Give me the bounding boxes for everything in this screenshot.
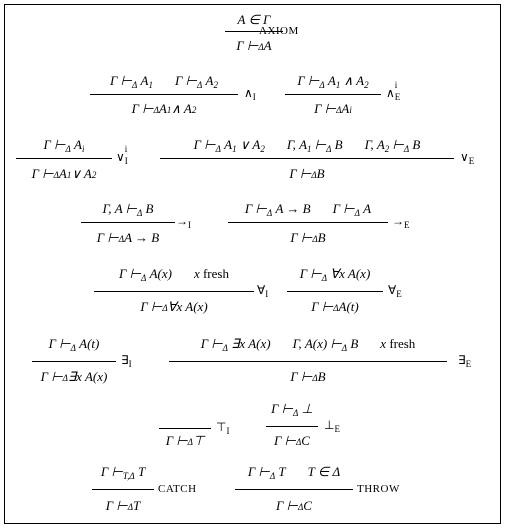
rule-label: $\wedge_I$ <box>244 86 256 102</box>
rule-conclusion: Γ ⊢ Δ ⊤ <box>165 433 205 448</box>
rule-premises <box>52 464 194 481</box>
inference-line <box>159 428 211 429</box>
premise: Γ $⊢_\Delta$ ⊥ <box>271 401 313 418</box>
rule-conclusion: Γ ⊢ Δ A <box>236 38 272 53</box>
premise: T ∈ Δ <box>307 464 341 479</box>
inference-line <box>235 489 353 490</box>
rule-premises <box>185 12 323 28</box>
rule-conclusion: Γ ⊢ Δ B <box>289 166 325 181</box>
premise: Γ $⊢_\Delta$ $A_1$ ∨ $A_2$ <box>193 137 265 154</box>
rule-label: AXIOM <box>259 25 299 37</box>
rule-label: $\to_I$ <box>176 214 191 230</box>
rule-label: $⊤_I$ <box>216 420 230 436</box>
rule-conclusion: Γ ⊢ Δ C <box>276 498 312 513</box>
rule-conclusion: Γ ⊢ Δ ∃x A(x) <box>40 369 108 384</box>
rule-conclusion: Γ ⊢ Δ B <box>290 369 326 384</box>
premise: Γ $⊢_\Delta$ $A_1$ <box>110 73 153 90</box>
inference-line <box>16 158 112 159</box>
premise: Γ $⊢_\Delta$ ∃x A(x) <box>200 336 271 353</box>
premise: Γ, A $⊢_\Delta$ B <box>102 201 154 218</box>
inference-line <box>228 222 388 223</box>
inference-line <box>160 158 454 159</box>
rule-conclusion: Γ ⊢ Δ A(t) <box>311 299 359 314</box>
rule-label: $\forall_E$ <box>388 283 402 299</box>
inference-line <box>81 222 175 223</box>
rule-label: CATCH <box>158 483 197 495</box>
inference-line <box>285 94 381 95</box>
rule-label: ∧ i $_E$ <box>386 80 401 102</box>
rule-label: THROW <box>357 483 400 495</box>
inference-line <box>92 489 154 490</box>
inference-line <box>169 361 447 362</box>
rule-premises <box>120 137 494 154</box>
rule-conclusion: Γ ⊢ Δ ∀x A(x) <box>140 299 208 314</box>
inference-line <box>266 426 318 427</box>
rule-label: $\to_E$ <box>392 214 410 230</box>
premise: Γ $⊢_\Delta$ A <box>332 201 372 218</box>
rule-premises <box>247 266 423 283</box>
inference-line <box>94 291 254 292</box>
premise: Γ $⊢_\Delta$ $A_i$ <box>43 137 85 154</box>
rule-label: ∨ i $_I$ <box>116 144 128 166</box>
rule-label: $\exists_E$ <box>458 353 472 369</box>
rule-conclusion: Γ ⊢ Δ A i <box>314 101 352 116</box>
inference-line <box>287 291 383 292</box>
premise: Γ, $A_1$ $⊢_\Delta$ B <box>286 137 343 154</box>
rule-conclusion: Γ ⊢ Δ C <box>274 433 310 448</box>
rule-conclusion: Γ ⊢ Δ A → B <box>96 230 160 245</box>
rule-label: $\perp_E$ <box>324 418 340 434</box>
rule-conclusion: Γ ⊢ Δ T <box>105 498 141 513</box>
rule-conclusion: Γ ⊢ Δ A 1 ∧ A 2 <box>131 101 197 116</box>
premise: Γ $⊢_\Delta$ A(x) <box>119 266 172 283</box>
premise: A ∈ Γ <box>237 12 271 27</box>
premise: Γ $⊢_\Delta$ T <box>247 464 286 481</box>
rule-premises <box>129 336 487 353</box>
rule-conclusion: Γ ⊢ Δ B <box>290 230 326 245</box>
rule-label: $\forall_I$ <box>257 283 269 299</box>
premise: Γ $⊢_\Delta$ $A_1$ ∧ $A_2$ <box>297 73 369 90</box>
premise: Γ $⊢_\Delta$ A → B <box>244 201 311 218</box>
premise: Γ $⊢_\Delta$ ∀x A(x) <box>299 266 371 283</box>
inference-line <box>90 94 238 95</box>
rule-premises <box>226 401 358 418</box>
inference-line <box>32 361 116 362</box>
premise: Γ, $A_2$ $⊢_\Delta$ B <box>364 137 421 154</box>
premise: x fresh <box>193 266 229 281</box>
premise: Γ $⊢_\Delta$ A(t) <box>48 336 100 353</box>
premise: Γ $⊢_\Delta$ $A_2$ <box>175 73 218 90</box>
premise: x fresh <box>380 336 416 351</box>
rule-label: $\vee_E$ <box>460 150 475 166</box>
rule-label: $\exists_I$ <box>121 353 132 369</box>
rule-conclusion: Γ ⊢ Δ A 1 ∨ A 2 <box>31 166 97 181</box>
premise: Γ, A(x) $⊢_\Delta$ B <box>292 336 359 353</box>
premise: Γ $⊢_{T,\Delta}$ T <box>100 464 146 481</box>
rule-premises <box>195 464 393 481</box>
